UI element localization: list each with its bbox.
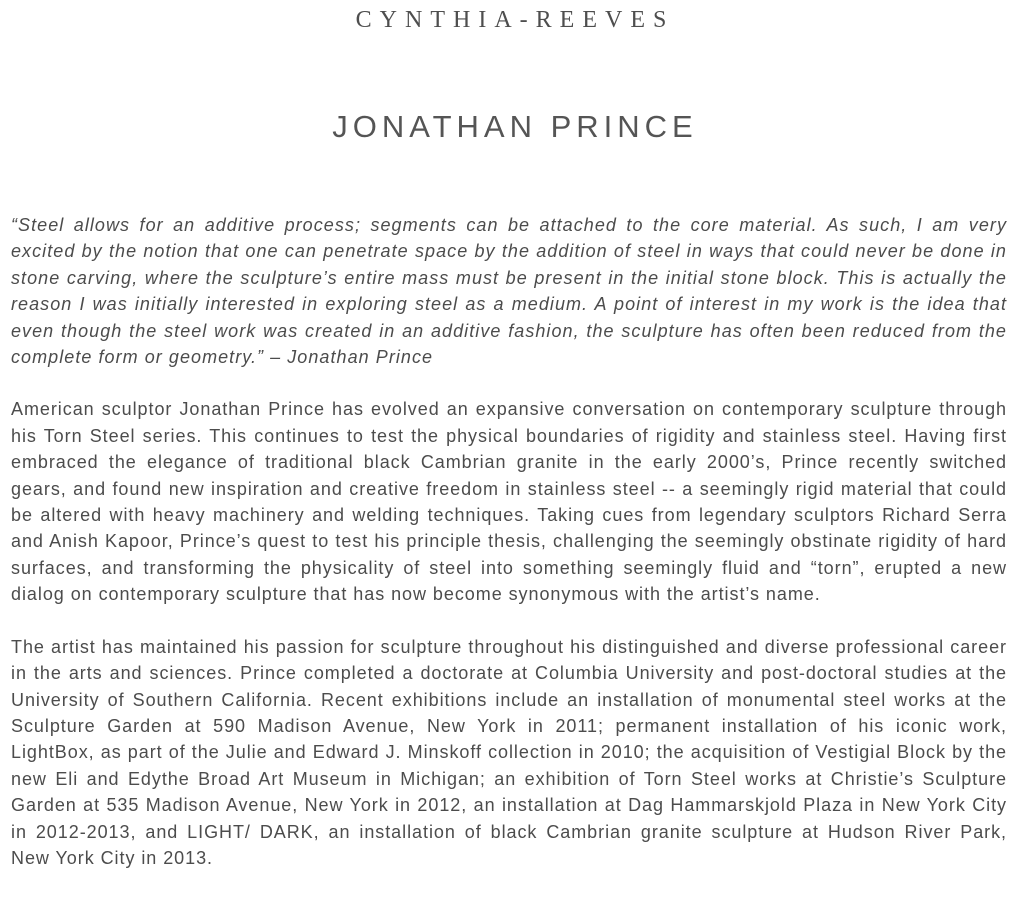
bio-paragraph-1: American sculptor Jonathan Prince has evolved an expansive conversation on contemporary sculpture through his Torn Steel series. This continues to test the physical boundaries of rigidity and stainless steel. Having first embraced the elegance of traditional black Cambrian granite in the early 2000’s, Prince recently switched gears, and found new inspiration and creative freedom in stainless steel -- a seemingly rigid material that could be altered with heavy machinery and welding techniques. Taking cues from legendary sculptors Richard Serra and Anish Kapoor, Prince’s quest to test his principle thesis, challenging the seemingly obstinate rigidity of hard surfaces, and transforming the physicality of steel into something seemingly fluid and “torn”, erupted a new dialog on contemporary sculpture that has now become synonymous with the artist’s name. xyxy=(11,399,1007,605)
document-body xyxy=(11,212,1007,897)
logo-word-left: CYNTHIA xyxy=(355,7,520,33)
logo-word-right: REEVES xyxy=(535,7,675,33)
artist-quote: “Steel allows for an additive process; segments can be attached to the core material. As such, I am very excited by the notion that one can penetrate space by the addition of steel in ways that could never be done in stone carving, where the sculpture’s entire mass must be present in the initial stone block. This is actually the reason I was initially interested in exploring steel as a medium. A point of interest in my work is the idea that even though the steel work was created in an additive fashion, the sculpture has often been reduced from the complete form or geometry.” – Jonathan Prince xyxy=(11,215,1007,368)
gallery-logo xyxy=(0,6,1030,34)
logo-separator: - xyxy=(519,7,536,33)
page-title: JONATHAN PRINCE xyxy=(332,109,698,144)
bio-paragraph-2: The artist has maintained his passion for sculpture throughout his distinguished and diverse professional career in the arts and sciences. Prince completed a doctorate at Columbia University and post-doctoral studies at the University of Southern California. Recent exhibitions include an installation of monumental steel works at the Sculpture Garden at 590 Madison Avenue, New York in 2011; permanent installation of his iconic work, LightBox, as part of the Julie and Edward J. Minskoff collection in 2010; the acquisition of Vestigial Block by the new Eli and Edythe Broad Art Museum in Michigan; an exhibition of Torn Steel works at Christie’s Sculpture Garden at 535 Madison Avenue, New York in 2012, an installation at Dag Hammarskjold Plaza in New York City in 2012-2013, and LIGHT/ DARK, an installation of black Cambrian granite sculpture at Hudson River Park, New York City in 2013. xyxy=(11,636,1007,868)
